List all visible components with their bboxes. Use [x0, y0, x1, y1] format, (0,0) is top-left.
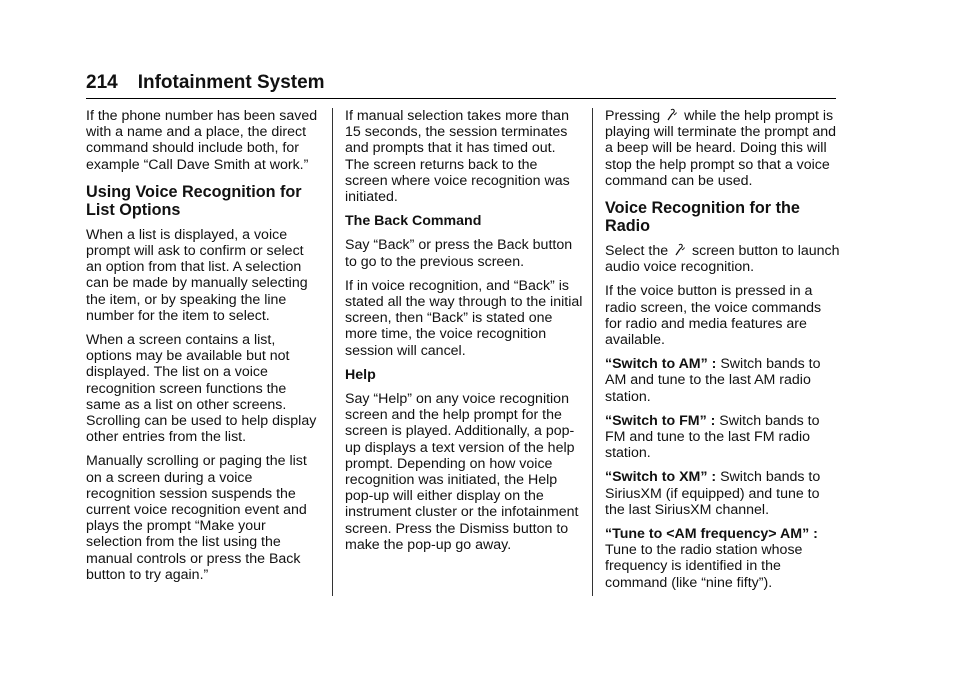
- column-divider: [332, 108, 333, 596]
- command-item: [605, 413, 841, 462]
- section-title: Infotainment System: [137, 72, 325, 93]
- command-item: [605, 469, 841, 518]
- command-item: [605, 356, 841, 405]
- command-item: [605, 526, 841, 591]
- text-run: while the help prompt is playing will terminate the prompt and a beep will be heard. Doing this will stop the help prompt so that a voice command can be used.: [605, 108, 837, 189]
- paragraph: Say “Back” or press the Back button to go to the previous screen.: [345, 237, 573, 270]
- paragraph: If the phone number has been saved with a name and a place, the direct command should include both, for example “Call Dave Smith at work.”: [86, 108, 318, 173]
- voice-recognition-icon: [666, 108, 678, 122]
- heading-back-command: The Back Command: [345, 213, 482, 230]
- paragraph: If the voice button is pressed in a radio screen, the voice commands for radio and media features are available.: [605, 283, 822, 349]
- paragraph: Manually scrolling or paging the list on a screen during a voice recognition session suspends the current voice recognition event and plays the prompt “Make your selection from the list using the manual controls or press the Back button to try again.”: [86, 453, 307, 583]
- column-divider: [592, 108, 593, 596]
- paragraph: When a list is displayed, a voice prompt will ask to confirm or select an option from that list. A selection can be made by manually selecting the item, or by speaking the line number for the item to select.: [86, 226, 308, 324]
- paragraph: If in voice recognition, and “Back” is stated all the way through to the initial screen, then “Back” is stated one more time, the voice recognition session will cancel.: [345, 277, 583, 359]
- page-header: [86, 72, 836, 99]
- heading-voice-radio: Voice Recognition for the Radio: [605, 199, 800, 236]
- command-term: “Switch to XM” :: [605, 469, 717, 486]
- heading-help: Help: [345, 366, 376, 383]
- paragraph: Say “Help” on any voice recognition screen and the help prompt for the screen is played. Additionally, a pop-up displays a text version of the help prompt. Depending on how voice recognition was initiated, the Help pop-up will either display on the instrument cluster or the infotainment screen. Press the Dismiss button to make the pop-up go away.: [345, 391, 579, 553]
- text-run: Pressing: [605, 108, 661, 124]
- text-run: screen button to launch audio voice recognition.: [605, 243, 840, 276]
- paragraph: When a screen contains a list, options may be available but not displayed. The list on a voice recognition screen functions the same as a list on other screens. Scrolling can be used to help display other entries from the list.: [86, 332, 317, 446]
- command-desc: Switch bands to AM and tune to the last AM radio station.: [605, 356, 821, 405]
- command-term: “Tune to <AM frequency> AM” :: [605, 526, 818, 543]
- column-left: [86, 108, 321, 591]
- command-term: “Switch to AM” :: [605, 356, 717, 373]
- column-middle: [345, 108, 583, 561]
- voice-recognition-icon: [674, 243, 686, 257]
- paragraph: [605, 243, 841, 275]
- command-desc: Switch bands to SiriusXM (if equipped) and tune to the last SiriusXM channel.: [605, 469, 821, 518]
- command-desc: Switch bands to FM and tune to the last FM radio station.: [605, 412, 820, 462]
- heading-list-options: Using Voice Recognition for List Options: [86, 182, 302, 219]
- column-right: [605, 108, 841, 599]
- page-number: 214: [86, 72, 118, 93]
- paragraph: [605, 108, 841, 189]
- paragraph: If manual selection takes more than 15 seconds, the session terminates and prompts that it has timed out. The screen returns back to the screen where voice recognition was initiated.: [345, 108, 570, 206]
- text-run: Select the: [605, 243, 669, 260]
- command-term: “Switch to FM” :: [605, 412, 716, 429]
- command-desc: Tune to the radio station whose frequency is identified in the command (like “nine fifty”).: [605, 542, 803, 591]
